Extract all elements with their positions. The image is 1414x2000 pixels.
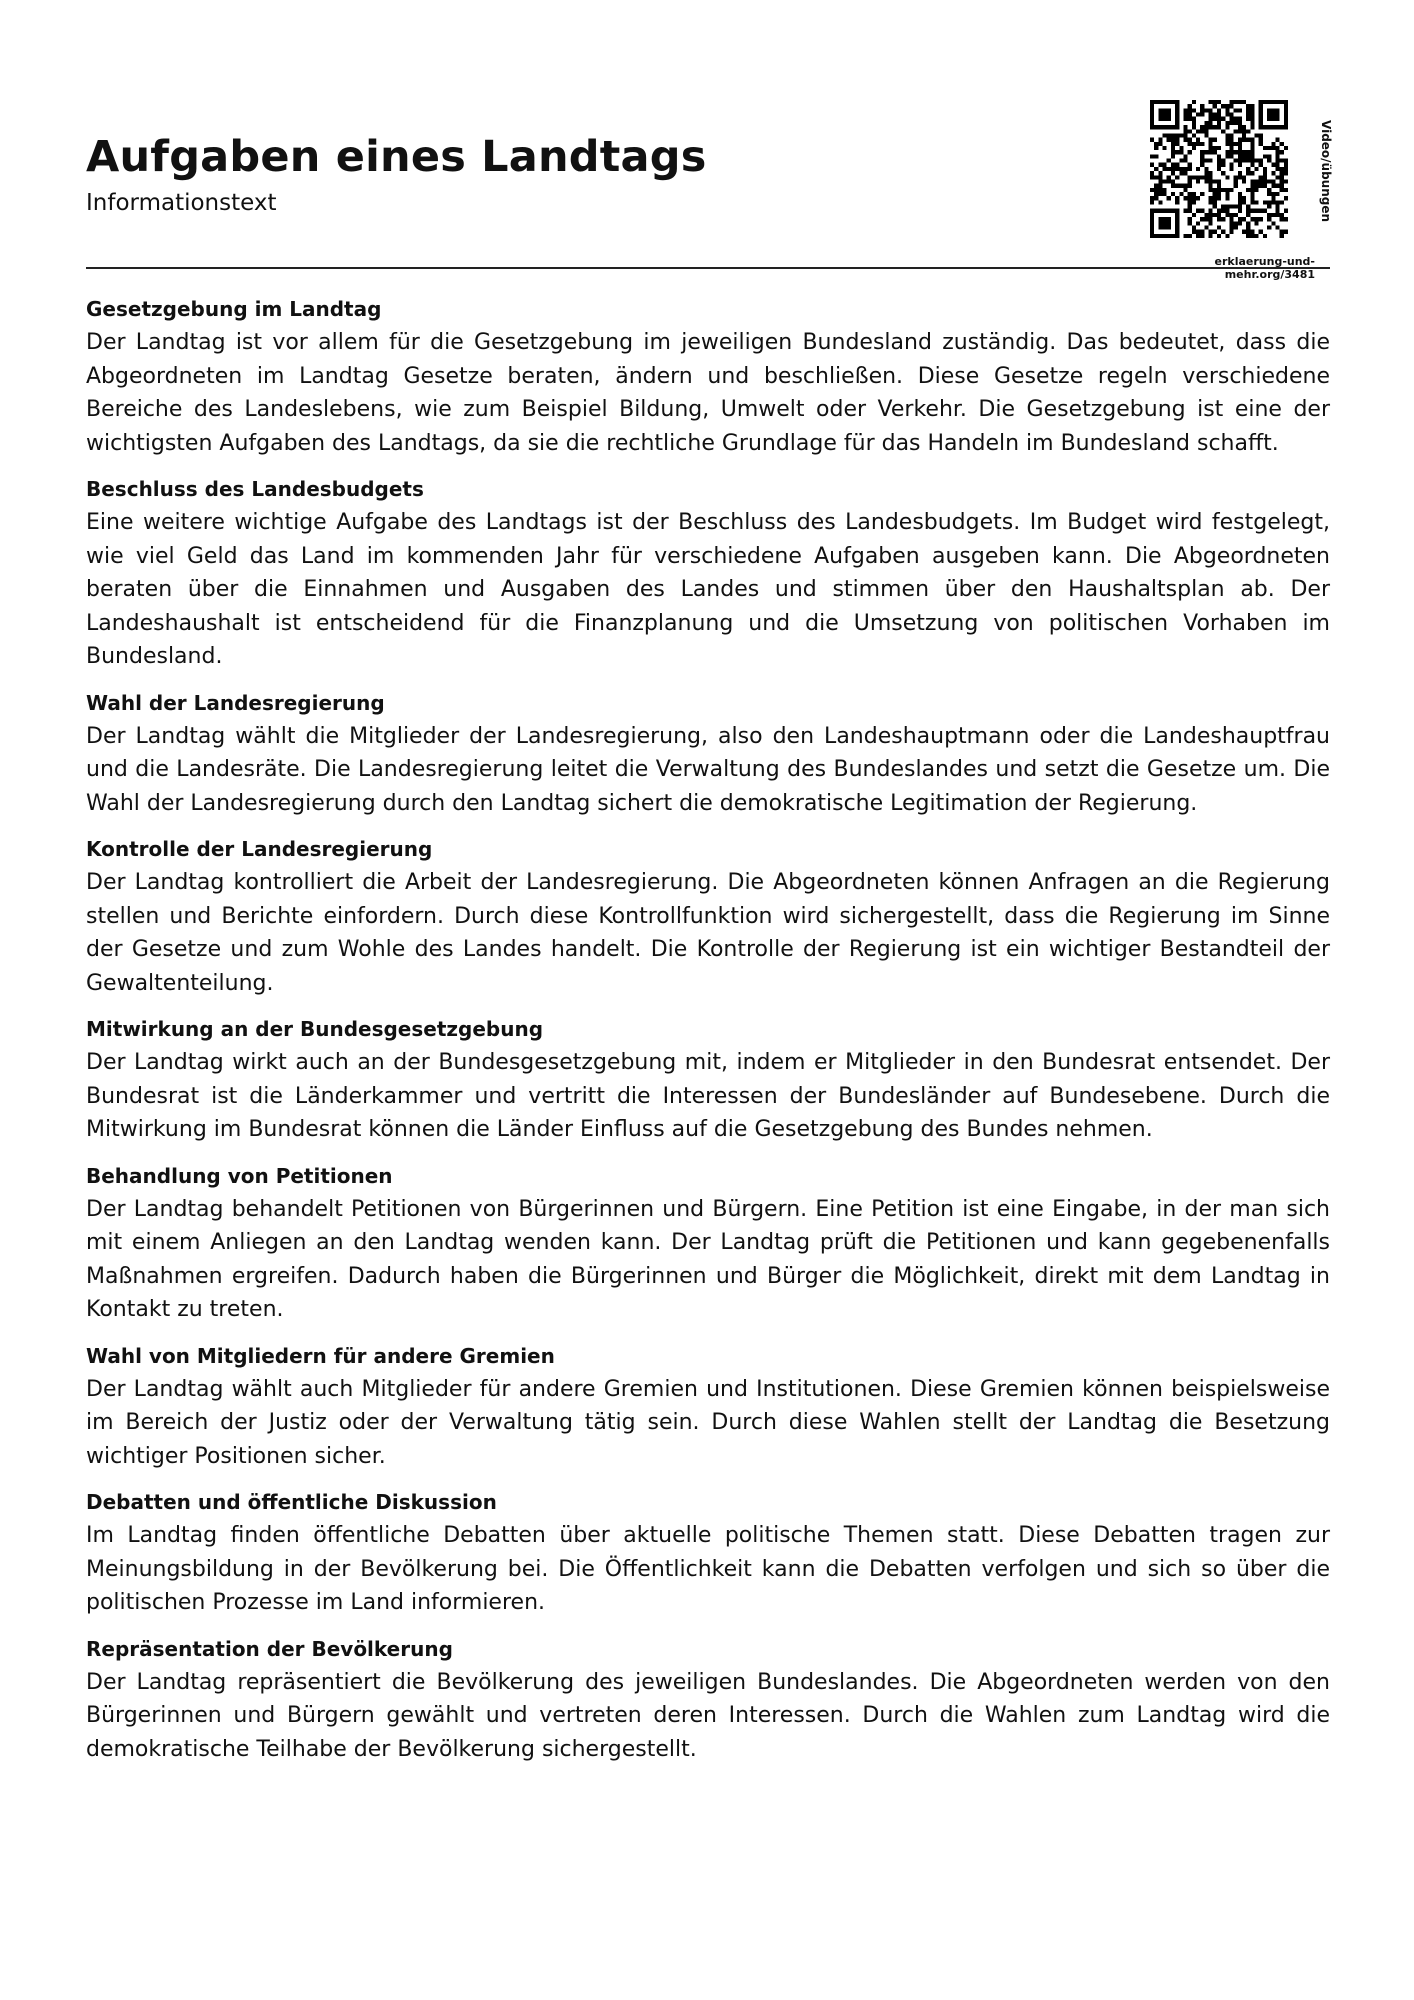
header-divider bbox=[86, 267, 1330, 269]
section-heading: Wahl der Landesregierung bbox=[86, 690, 385, 715]
section-text: Der Landtag repräsentiert die Bevölkerung des jeweiligen Bundeslandes. Die Abgeordneten werden von den Bürgerinnen und Bürgern gewählt und vertreten deren Interessen. Durch die Wahlen zum Landtag wird die demokratische Teilhabe der Bevölkerung sichergestellt. bbox=[86, 1669, 1330, 1762]
section-landesbudget bbox=[86, 474, 1330, 674]
section-heading: Wahl von Mitgliedern für andere Gremien bbox=[86, 1343, 555, 1368]
section-text: Im Landtag finden öffentliche Debatten über aktuelle politische Themen statt. Diese Debatten tragen zur Meinungsbildung in der Bevölkerung bei. Die Öffentlichkeit kann die Debatten verfolgen und sich so über die politischen Prozesse im Land informieren. bbox=[86, 1523, 1330, 1615]
section-kontrolle bbox=[86, 834, 1330, 1000]
section-repraesentation bbox=[86, 1634, 1330, 1767]
section-text: Der Landtag behandelt Petitionen von Bürgerinnen und Bürgern. Eine Petition ist eine Eingabe, in der man sich mit einem Anliegen an den Landtag wenden kann. Der Landtag prüft die Petitionen und kann gegebenenfalls Maßnahmen ergreifen. Dadurch haben die Bürgerinnen und Bürger die Möglichkeit, direkt mit dem Landtag in Kontakt zu treten. bbox=[86, 1196, 1330, 1322]
content bbox=[86, 294, 1330, 1780]
qr-code-icon[interactable] bbox=[1150, 100, 1288, 238]
section-bundesgesetzgebung bbox=[86, 1014, 1330, 1147]
section-heading: Mitwirkung an der Bundesgesetzgebung bbox=[86, 1017, 544, 1041]
page-title: Aufgaben eines Landtags bbox=[86, 132, 707, 182]
section-text: Der Landtag wählt auch Mitglieder für andere Gremien und Institutionen. Diese Gremien können beispielsweise im Bereich der Justiz oder der Verwaltung tätig sein. Durch diese Wahlen stellt der Landtag die Besetzung wichtiger Positionen sicher. bbox=[86, 1376, 1330, 1469]
section-heading: Beschluss des Landesbudgets bbox=[86, 477, 424, 501]
section-text: Eine weitere wichtige Aufgabe des Landtags ist der Beschluss des Landesbudgets. Im Budget wird festgelegt, wie viel Geld das Land im kommenden Jahr für verschiedene Aufgaben ausgeben kann. Die Abgeordneten beraten über die Einnahmen und Ausgaben des Landes und stimmen über den Haushaltsplan ab. Der Landeshaushalt ist entscheidend für die Finanzplanung und die Umsetzung von politischen Vorhaben im Bundesland. bbox=[86, 510, 1330, 669]
section-heading: Debatten und öffentliche Diskussion bbox=[86, 1490, 497, 1514]
page-subtitle: Informationstext bbox=[86, 190, 277, 216]
section-gremien bbox=[86, 1341, 1330, 1474]
section-heading: Gesetzgebung im Landtag bbox=[86, 297, 382, 321]
section-wahl-landesregierung bbox=[86, 688, 1330, 821]
section-text: Der Landtag wirkt auch an der Bundesgesetzgebung mit, indem er Mitglieder in den Bundesrat entsendet. Der Bundesrat ist die Länderkammer und vertritt die Interessen der Bundesländer auf Bundesebene. Durch die Mitwirkung im Bundesrat können die Länder Einfluss auf die Gesetzgebung des Bundes nehmen. bbox=[86, 1050, 1330, 1142]
qr-label: Video/übungen bbox=[1319, 120, 1333, 223]
section-text: Der Landtag wählt die Mitglieder der Landesregierung, also den Landeshauptmann oder die Landeshauptfrau und die Landesräte. Die Landesregierung leitet die Verwaltung des Bundeslandes und setzt die Gesetze um. Die Wahl der Landesregierung durch den Landtag sichert die demokratische Legitimation der Regierung. bbox=[86, 723, 1330, 816]
source-url[interactable]: erklaerung-und-mehr.org/3481 bbox=[1214, 255, 1315, 281]
section-debatten bbox=[86, 1487, 1330, 1620]
section-gesetzgebung bbox=[86, 294, 1330, 460]
section-heading: Repräsentation der Bevölkerung bbox=[86, 1636, 453, 1661]
section-text: Der Landtag ist vor allem für die Gesetzgebung im jeweiligen Bundesland zuständig. Das bedeutet, dass die Abgeordneten im Landtag Gesetze beraten, ändern und beschließen. Diese Gesetze regeln verschiedene Bereiche des Landeslebens, wie zum Beispiel Bildung, Umwelt oder Verkehr. Die Gesetzgebung ist eine der wichtigsten Aufgaben des Landtags, da sie die rechtliche Grundlage für das Handeln im Bundesland schafft. bbox=[86, 330, 1330, 456]
section-heading: Behandlung von Petitionen bbox=[86, 1163, 393, 1188]
section-text: Der Landtag kontrolliert die Arbeit der Landesregierung. Die Abgeordneten können Anfragen an die Regierung stellen und Berichte einfordern. Durch diese Kontrollfunktion wird sichergestellt, dass die Regierung im Sinne der Gesetze und zum Wohle des Landes handelt. Die Kontrolle der Regierung ist ein wichtiger Bestandteil der Gewaltenteilung. bbox=[86, 870, 1330, 996]
section-heading: Kontrolle der Landesregierung bbox=[86, 837, 433, 861]
section-petitionen bbox=[86, 1161, 1330, 1327]
